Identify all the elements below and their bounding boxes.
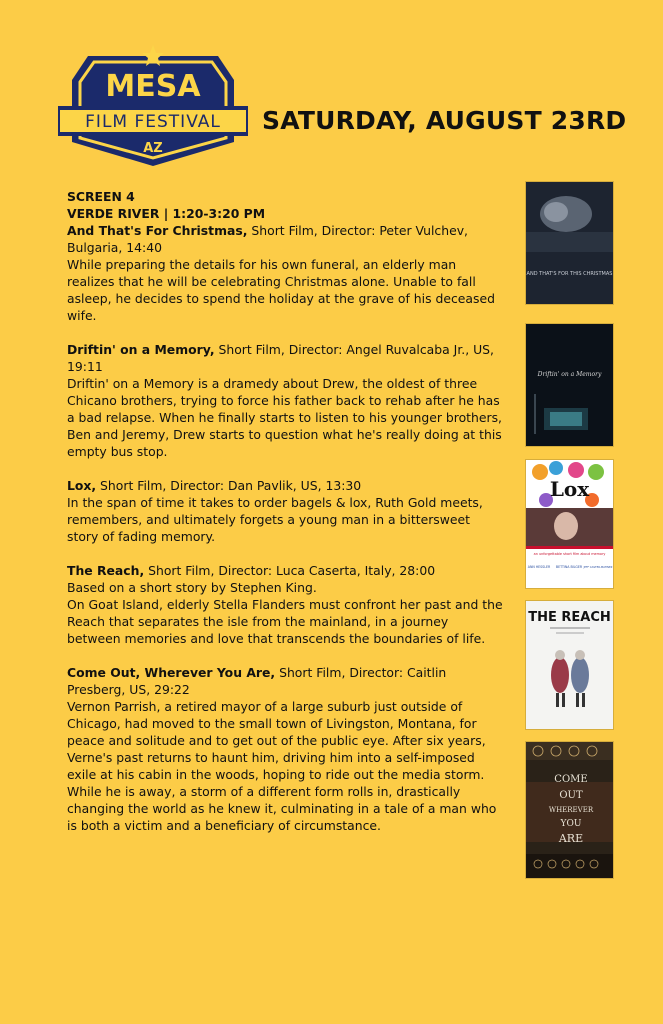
poster-cast-3: JEFF CASTER-MATINEZ [583, 566, 613, 569]
logo-az-text: AZ [143, 141, 163, 156]
poster-title-text: AND THAT'S FOR THIS CHRISTMAS [526, 271, 613, 277]
poster-driftin-on-a-memory [526, 324, 613, 446]
poster-graphic [526, 460, 613, 588]
film-entry-3 [67, 477, 503, 545]
film-entry-4 [67, 562, 503, 647]
film-meta: Short Film, Director: Dan Pavlik, US, 13:30 [96, 478, 362, 493]
poster-tagline: an unforgettable short film about memory [533, 552, 606, 556]
film-meta: Short Film, Director: Angel Ruvalcaba Jr., US, 19:11 [67, 342, 494, 374]
logo-mesa-text: MESA [105, 69, 201, 104]
film-entry-5 [67, 664, 503, 834]
screen-label: SCREEN 4 [67, 189, 135, 204]
film-entry-2 [67, 341, 503, 460]
poster-line-1: COME [554, 774, 588, 785]
poster-cast-1: ANN HESSLER [527, 565, 551, 569]
poster-the-reach [526, 601, 613, 729]
poster-line-5: ARE [558, 832, 584, 845]
film-meta: Short Film, Director: Peter Vulchev, Bulgaria, 14:40 [67, 223, 468, 255]
film-description: Based on a short story by Stephen King. On Goat Island, elderly Stella Flanders must confront her past and the Reach that separates the isle from the mainland, in a journey between memories and love that transcends the boundaries of life. [67, 580, 503, 646]
poster-and-thats-for-christmas [526, 182, 613, 304]
poster-graphic [526, 601, 613, 729]
film-description: Vernon Parrish, a retired mayor of a large suburb just outside of Chicago, had moved to the small town of Livingston, Montana, for peace and solitude and to get out of the public eye. After six years, Verne's past returns to haunt him, driving him into a self-imposed exile at his cabin in the woods, hoping to ride out the media storm. While he is away, a storm of a different form rolls in, drastically changing the world as he knew it, culminating in a tale of a man who is both a victim and a beneficiary of circumstance. [67, 699, 497, 833]
film-title: Driftin' on a Memory, [67, 342, 215, 357]
poster-come-out-wherever-you-are [526, 742, 613, 878]
date-heading: SATURDAY, AUGUST 23RD [262, 106, 627, 135]
poster-title-text: THE REACH [528, 610, 611, 625]
poster-title-text: Lox [549, 477, 590, 501]
logo-band-text: FILM FESTIVAL [85, 112, 221, 132]
poster-line-3: WHEREVER [548, 806, 594, 814]
schedule-content [67, 188, 503, 851]
poster-graphic [526, 182, 613, 304]
film-meta: Short Film, Director: Luca Caserta, Italy, 28:00 [144, 563, 436, 578]
film-title: Come Out, Wherever You Are, [67, 665, 276, 680]
poster-cast-2: BETTINA BILGER [555, 565, 583, 569]
film-entry-1 [67, 222, 503, 324]
poster-title-text: Driftin' on a Memory [537, 371, 602, 378]
poster-graphic [526, 324, 613, 446]
film-description: While preparing the details for his own funeral, an elderly man realizes that he will be celebrating Christmas alone. Unable to fall asleep, he decides to spend the holiday at the grave of his deceased wife. [67, 257, 495, 323]
logo-badge-graphic [58, 42, 248, 170]
poster-graphic [526, 742, 613, 878]
film-description: In the span of time it takes to order bagels & lox, Ruth Gold meets, remembers, and ultimately forgets a young man in a bittersweet story of fading memory. [67, 495, 483, 544]
block-time: VERDE RIVER | 1:20-3:20 PM [67, 206, 266, 221]
poster-lox [526, 460, 613, 588]
film-title: And That's For Christmas, [67, 223, 248, 238]
film-title: Lox, [67, 478, 97, 493]
film-description: Driftin' on a Memory is a dramedy about Drew, the oldest of three Chicano brothers, trying to force his father back to rehab after he has a bad relapse. When he finally starts to listen to his younger brothers, Ben and Jeremy, Drew starts to question what he's really doing at this empty bus stop. [67, 376, 502, 459]
poster-line-2: OUT [559, 790, 583, 801]
poster-line-4: YOU [560, 819, 582, 829]
film-title: The Reach, [67, 563, 145, 578]
film-meta: Short Film, Director: Caitlin Presberg, US, 29:22 [67, 665, 447, 697]
festival-logo [58, 42, 248, 170]
